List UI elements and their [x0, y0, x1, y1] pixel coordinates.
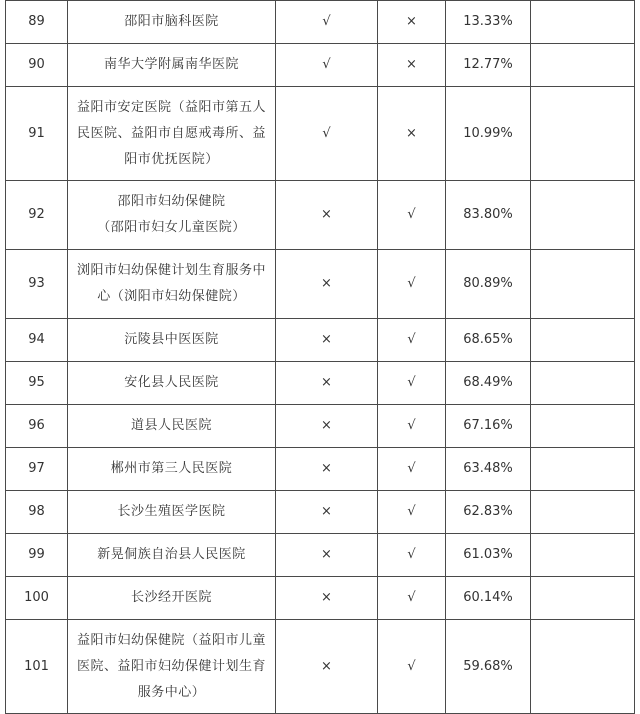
table-row: [6, 362, 635, 405]
extra-cell: [531, 620, 635, 714]
row-index: 90: [6, 44, 68, 87]
rate-value: 60.14%: [446, 577, 531, 620]
extra-cell: [531, 1, 635, 44]
row-index: 94: [6, 319, 68, 362]
row-index: 92: [6, 181, 68, 250]
hospital-name-line: （邵阳市妇女儿童医院）: [97, 220, 246, 235]
hospital-name-line: 道县人民医院: [130, 418, 212, 433]
extra-cell: [531, 87, 635, 181]
extra-cell: [531, 362, 635, 405]
row-index: 89: [6, 1, 68, 44]
mark-col-a: √: [276, 87, 378, 181]
mark-col-b: √: [378, 620, 446, 714]
mark-col-b: √: [378, 362, 446, 405]
mark-col-a: ×: [276, 362, 378, 405]
extra-cell: [531, 491, 635, 534]
extra-cell: [531, 577, 635, 620]
rate-value: 80.89%: [446, 250, 531, 319]
mark-col-a: √: [276, 44, 378, 87]
hospital-name-line: 邵阳市妇幼保健院: [117, 194, 226, 209]
row-index: 100: [6, 577, 68, 620]
rate-value: 67.16%: [446, 405, 531, 448]
extra-cell: [531, 250, 635, 319]
hospital-name-line: 民医院、益阳市自愿戒毒所、益: [76, 125, 266, 141]
row-index: 101: [6, 620, 68, 714]
hospital-name-line: 安化县人民医院: [124, 375, 219, 390]
extra-cell: [531, 448, 635, 491]
hospital-name-line: 益阳市安定医院（益阳市第五人: [76, 99, 266, 115]
rate-value: 63.48%: [446, 448, 531, 491]
table-body: [6, 1, 635, 714]
hospital-name: [68, 405, 276, 448]
table-row: [6, 319, 635, 362]
table-row: [6, 534, 635, 577]
extra-cell: [531, 319, 635, 362]
rate-value: 10.99%: [446, 87, 531, 181]
rate-value: 12.77%: [446, 44, 531, 87]
mark-col-b: √: [378, 181, 446, 250]
hospital-name-line: 沅陵县中医医院: [124, 332, 219, 347]
hospital-name: [68, 44, 276, 87]
hospital-name: [68, 534, 276, 577]
mark-col-b: √: [378, 448, 446, 491]
mark-col-a: ×: [276, 181, 378, 250]
extra-cell: [531, 181, 635, 250]
hospital-name-line: 心（浏阳市妇幼保健院）: [97, 289, 246, 304]
hospital-name: [68, 181, 276, 250]
mark-col-a: ×: [276, 491, 378, 534]
row-index: 95: [6, 362, 68, 405]
table-row: [6, 44, 635, 87]
hospital-name-line: 阳市优抚医院）: [124, 151, 219, 167]
mark-col-a: √: [276, 1, 378, 44]
row-index: 91: [6, 87, 68, 181]
hospital-name: [68, 319, 276, 362]
table-row: [6, 577, 635, 620]
hospital-name-line: 浏阳市妇幼保健计划生育服务中: [76, 263, 266, 278]
row-index: 99: [6, 534, 68, 577]
table-row: [6, 448, 635, 491]
hospital-name: [68, 362, 276, 405]
hospital-name: [68, 577, 276, 620]
table-row: [6, 250, 635, 319]
table-row: [6, 491, 635, 534]
mark-col-a: ×: [276, 620, 378, 714]
mark-col-a: ×: [276, 319, 378, 362]
rate-value: 59.68%: [446, 620, 531, 714]
table-row: [6, 181, 635, 250]
hospital-name: [68, 250, 276, 319]
hospital-name: [68, 620, 276, 714]
row-index: 97: [6, 448, 68, 491]
hospital-name-line: 南华大学附属南华医院: [103, 57, 239, 72]
rate-value: 13.33%: [446, 1, 531, 44]
mark-col-b: √: [378, 405, 446, 448]
row-index: 93: [6, 250, 68, 319]
hospital-ranking-table: [5, 0, 635, 714]
hospital-name: [68, 87, 276, 181]
row-index: 98: [6, 491, 68, 534]
rate-value: 62.83%: [446, 491, 531, 534]
hospital-name: [68, 448, 276, 491]
table-row: [6, 405, 635, 448]
hospital-name-line: 新晃侗族自治县人民医院: [97, 547, 246, 562]
rate-value: 83.80%: [446, 181, 531, 250]
mark-col-b: ×: [378, 44, 446, 87]
mark-col-b: √: [378, 491, 446, 534]
hospital-name: [68, 1, 276, 44]
mark-col-b: √: [378, 577, 446, 620]
table-row: [6, 87, 635, 181]
extra-cell: [531, 534, 635, 577]
extra-cell: [531, 405, 635, 448]
extra-cell: [531, 44, 635, 87]
hospital-name-line: 长沙生殖医学医院: [117, 504, 226, 519]
mark-col-a: ×: [276, 448, 378, 491]
hospital-name: [68, 491, 276, 534]
hospital-name-line: 邵阳市脑科医院: [124, 14, 219, 29]
table-row: [6, 620, 635, 714]
mark-col-a: ×: [276, 534, 378, 577]
rate-value: 61.03%: [446, 534, 531, 577]
hospital-name-line: 服务中心）: [137, 684, 206, 700]
hospital-name-line: 益阳市妇幼保健院（益阳市儿童: [76, 632, 266, 648]
row-index: 96: [6, 405, 68, 448]
mark-col-b: √: [378, 534, 446, 577]
table-row: [6, 1, 635, 44]
mark-col-a: ×: [276, 577, 378, 620]
hospital-name-line: 郴州市第三人民医院: [110, 461, 233, 476]
rate-value: 68.49%: [446, 362, 531, 405]
hospital-name-line: 医院、益阳市妇幼保健计划生育: [76, 658, 266, 674]
rate-value: 68.65%: [446, 319, 531, 362]
mark-col-b: √: [378, 250, 446, 319]
mark-col-b: √: [378, 319, 446, 362]
mark-col-a: ×: [276, 405, 378, 448]
mark-col-b: ×: [378, 1, 446, 44]
mark-col-b: ×: [378, 87, 446, 181]
mark-col-a: ×: [276, 250, 378, 319]
hospital-name-line: 长沙经开医院: [130, 590, 212, 605]
